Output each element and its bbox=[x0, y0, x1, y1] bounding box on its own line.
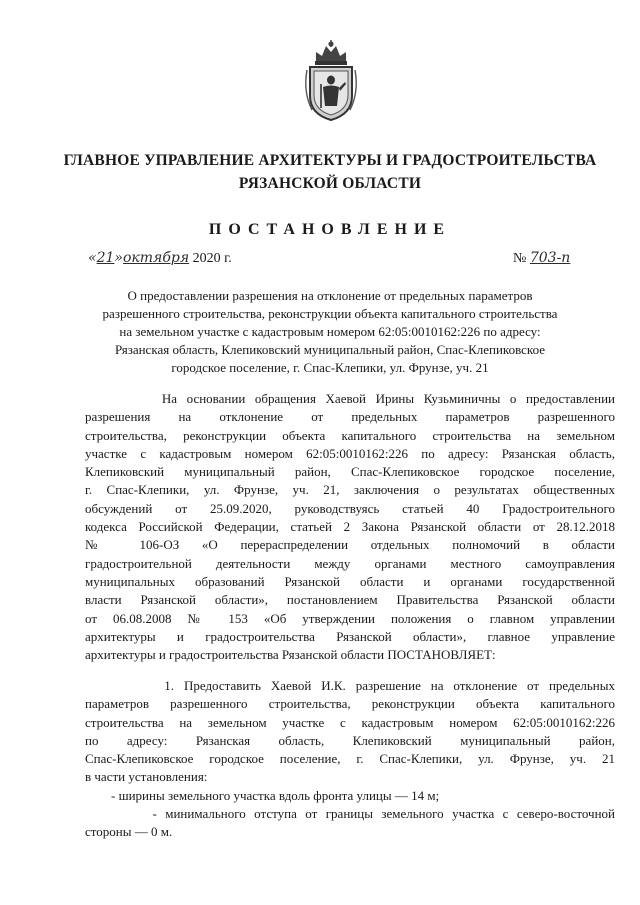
subject-line: городское поселение, г. Спас-Клепики, ул. Фрунзе, уч. 21 bbox=[171, 360, 489, 375]
document-number bbox=[513, 250, 570, 267]
body-line: власти Рязанской области», постановлением Правительства Рязанской области bbox=[85, 592, 615, 608]
body-line: № 106-ОЗ «О перераспределении отдельных полномочий в области bbox=[85, 537, 615, 553]
document-subject bbox=[70, 287, 590, 377]
body-line: Клепиковский муниципальный район, Спас-Клепиковское городское поселение, bbox=[85, 464, 615, 480]
document-date bbox=[88, 250, 232, 267]
body-line: градостроительной деятельности между органами местного самоуправления bbox=[85, 555, 615, 571]
subject-line: Рязанская область, Клепиковский муниципальный район, Спас-Клепиковское bbox=[114, 342, 545, 357]
date-year: 2020 г. bbox=[192, 251, 232, 266]
date-close-quote: » bbox=[114, 250, 123, 266]
body-line: в части установления: bbox=[85, 769, 208, 785]
body-line: 1. Предоставить Хаевой И.К. разрешение на отклонение от предельных bbox=[85, 678, 615, 693]
preamble-paragraph bbox=[85, 390, 615, 664]
body-line: параметров разрешенного строительства, реконструкции объекта капитального bbox=[85, 696, 615, 712]
date-month: октября bbox=[122, 250, 190, 266]
body-line: по адресу: Рязанская область, Клепиковский муниципальный район, bbox=[85, 732, 615, 748]
date-open-quote: « bbox=[88, 250, 97, 266]
body-line: архитектуры и градостроительства Рязанской области», главное управление bbox=[85, 628, 615, 644]
body-line: строительства, реконструкции объекта капитального строительства на земельном bbox=[85, 427, 615, 443]
ryazan-coat-of-arms-icon bbox=[302, 40, 360, 122]
org-title-line1: ГЛАВНОЕ УПРАВЛЕНИЕ АРХИТЕКТУРЫ И ГРАДОСТРОИТЕЛЬСТВА bbox=[63, 152, 597, 169]
org-title-line2: РЯЗАНСКОЙ ОБЛАСТИ bbox=[238, 175, 422, 192]
date-day: 21 bbox=[96, 250, 115, 266]
body-line: обсуждений от 25.09.2020, руководствуясь статьей 40 Градостроительного bbox=[85, 500, 615, 516]
body-line: участке с кадастровым номером 62:05:0010162:226 по адресу: Рязанская область, bbox=[85, 445, 615, 461]
body-line: На основании обращения Хаевой Ирины Кузьминичны о предоставлении bbox=[85, 391, 615, 406]
body-line: г. Спас-Клепики, ул. Фрунзе, уч. 21, заключения о результатах общественных bbox=[85, 482, 615, 498]
body-line: - ширины земельного участка вдоль фронта улицы — 14 м; bbox=[85, 787, 440, 803]
document-type: ПОСТАНОВЛЕНИЕ bbox=[208, 221, 452, 238]
clause-1-paragraph bbox=[85, 677, 615, 842]
body-line: строительства на земельном участке с кадастровым номером 62:05:0010162:226 bbox=[85, 714, 615, 730]
number-value: 703-п bbox=[529, 250, 571, 266]
body-line: Спас-Клепиковское городское поселение, г. Спас-Клепики, ул. Фрунзе, уч. 21 bbox=[85, 751, 615, 767]
body-line: кодекса Российской Федерации, статьей 2 Закона Рязанской области от 28.12.2018 bbox=[85, 519, 615, 535]
body-line: от 06.08.2008 № 153 «Об утверждении положения о главном управлении bbox=[85, 610, 615, 626]
body-line: архитектуры и градостроительства Рязанской области ПОСТАНОВЛЯЕТ: bbox=[85, 647, 496, 663]
body-line: разрешения на отклонение от предельных параметров разрешенного bbox=[85, 409, 615, 425]
number-label: № bbox=[513, 251, 527, 266]
subject-line: О предоставлении разрешения на отклонение от предельных параметров bbox=[127, 288, 533, 303]
body-line: стороны — 0 м. bbox=[85, 824, 173, 840]
body-line: муниципальных образований Рязанской области и органами государственной bbox=[85, 573, 615, 589]
subject-line: на земельном участке с кадастровым номером 62:05:0010162:226 по адресу: bbox=[119, 324, 541, 339]
subject-line: разрешенного строительства, реконструкции объекта капитального строительства bbox=[102, 306, 558, 321]
body-line: - минимального отступа от границы земельного участка с северо-восточной bbox=[85, 806, 615, 822]
